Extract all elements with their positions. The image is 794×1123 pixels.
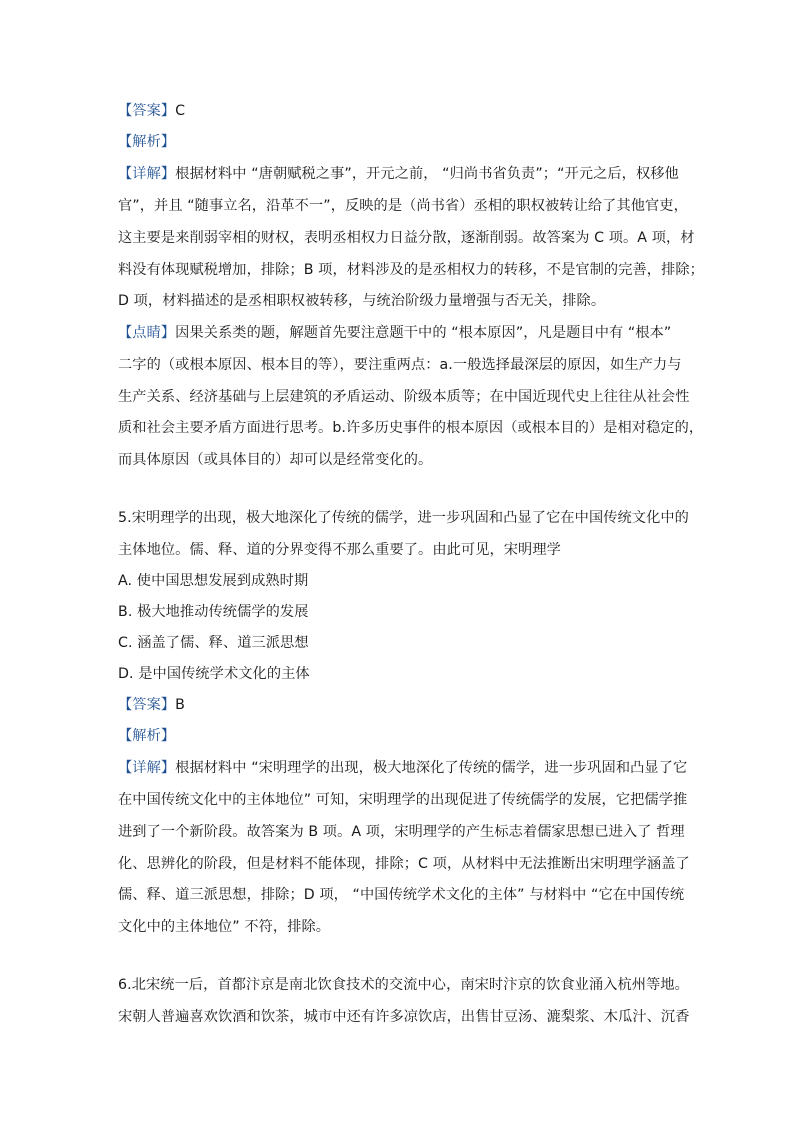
text-line <box>118 323 671 343</box>
text-line <box>118 726 175 746</box>
section-tag: 【解析】 <box>118 728 176 744</box>
line-text: 6.北宋统一后，首都汴京是南北饮食技术的交流中心，南宋时汴京的饮食业涌入杭州等地。 <box>118 977 689 993</box>
text-line <box>118 790 687 810</box>
text-line <box>118 508 689 528</box>
line-text: B <box>175 697 185 713</box>
section-tag: 【详解】 <box>118 760 176 776</box>
text-line <box>118 822 685 842</box>
text-line <box>118 196 688 216</box>
text-line <box>118 975 689 995</box>
text-line <box>118 695 185 715</box>
line-text: 这主要是来削弱宰相的财权，表明丞相权力日益分散，逐渐削弱。故答案为 C 项。A 项，材 <box>118 230 695 246</box>
text-line <box>118 132 175 152</box>
text-line <box>118 101 185 121</box>
text-line <box>118 885 684 905</box>
line-text: 化、思辨化的阶段，但是材料不能体现，排除；C 项，从材料中无法推断出宋明理学涵盖了 <box>118 856 690 872</box>
section-tag: 【答案】 <box>118 697 176 713</box>
line-text: B. 极大地推动传统儒学的发展 <box>118 604 309 620</box>
line-text: 5.宋明理学的出现，极大地深化了传统的儒学，进一步巩固和凸显了它在中国传统文化中的 <box>118 510 689 526</box>
text-line <box>118 291 605 311</box>
section-tag: 【解析】 <box>118 134 176 150</box>
text-line <box>118 450 432 470</box>
line-text: D 项，材料描述的是丞相职权被转移，与统治阶级力量增强与否无关，排除。 <box>118 293 606 309</box>
text-line <box>118 602 309 622</box>
line-text: 因果关系类的题，解题首先要注意题干中的 “根本原因”，凡是题目中有 “根本” <box>175 325 672 341</box>
line-text: C <box>175 103 186 119</box>
text-line <box>118 854 690 874</box>
line-text: 根据材料中 “唐朝赋税之事”，开元之前， “归尚书省负责”；“开元之后，权移他 <box>175 166 679 182</box>
line-text: A. 使中国思想发展到成熟时期 <box>118 573 309 589</box>
text-line <box>118 418 703 438</box>
text-line <box>118 1007 690 1027</box>
line-text: 在中国传统文化中的主体地位” 可知，宋明理学的出现促进了传统儒学的发展，它把儒学推 <box>118 792 688 808</box>
line-text: 而具体原因（或具体目的）却可以是经常变化的。 <box>118 452 433 468</box>
text-line <box>118 540 561 560</box>
text-line <box>118 164 679 184</box>
line-text: 二字的（或根本原因、根本目的等），要注重两点：a.一般选择最深层的原因，如生产力与 <box>118 357 682 373</box>
line-text: C. 涵盖了儒、释、道三派思想 <box>118 635 309 651</box>
text-line <box>118 917 330 937</box>
line-text: 料没有体现赋税增加，排除；B 项，材料涉及的是丞相权力的转移，不是官制的完善，排除； <box>118 262 704 278</box>
line-text: 儒、释、道三派思想，排除；D 项， “中国传统学术文化的主体” 与材料中 “它在中国传统 <box>118 887 685 903</box>
text-line <box>118 758 687 778</box>
line-text: 进到了一个新阶段。故答案为 B 项。A 项，宋明理学的产生标志着儒家思想已进入了 哲理 <box>118 824 685 840</box>
text-line <box>118 633 309 653</box>
line-text: 官”，并且 “随事立名，沿革不一”，反映的是（尚书省）丞相的职权被转让给了其他官吏， <box>118 198 688 214</box>
text-line <box>118 664 310 684</box>
section-tag: 【答案】 <box>118 103 176 119</box>
text-line <box>118 260 704 280</box>
line-text: 文化中的主体地位” 不符，排除。 <box>118 919 331 935</box>
line-text: 根据材料中 “宋明理学的出现，极大地深化了传统的儒学，进一步巩固和凸显了它 <box>175 760 688 776</box>
line-text: 生产关系、经济基础与上层建筑的矛盾运动、阶级本质等；在中国近现代史上往往从社会性 <box>118 389 690 405</box>
line-text: 质和社会主要矛盾方面进行思考。b.许多历史事件的根本原因（或根本目的）是相对稳定的， <box>118 420 704 436</box>
line-text: D. 是中国传统学术文化的主体 <box>118 666 310 682</box>
text-line <box>118 228 695 248</box>
section-tag: 【点睛】 <box>118 325 176 341</box>
text-line <box>118 571 308 591</box>
line-text: 主体地位。儒、释、道的分界变得不那么重要了。由此可见，宋明理学 <box>118 542 561 558</box>
line-text: 宋朝人普遍喜欢饮酒和饮茶，城市中还有许多凉饮店，出售甘豆汤、漉梨浆、木瓜汁、沉香 <box>118 1009 690 1025</box>
text-line <box>118 387 690 407</box>
text-line <box>118 355 682 375</box>
section-tag: 【详解】 <box>118 166 176 182</box>
